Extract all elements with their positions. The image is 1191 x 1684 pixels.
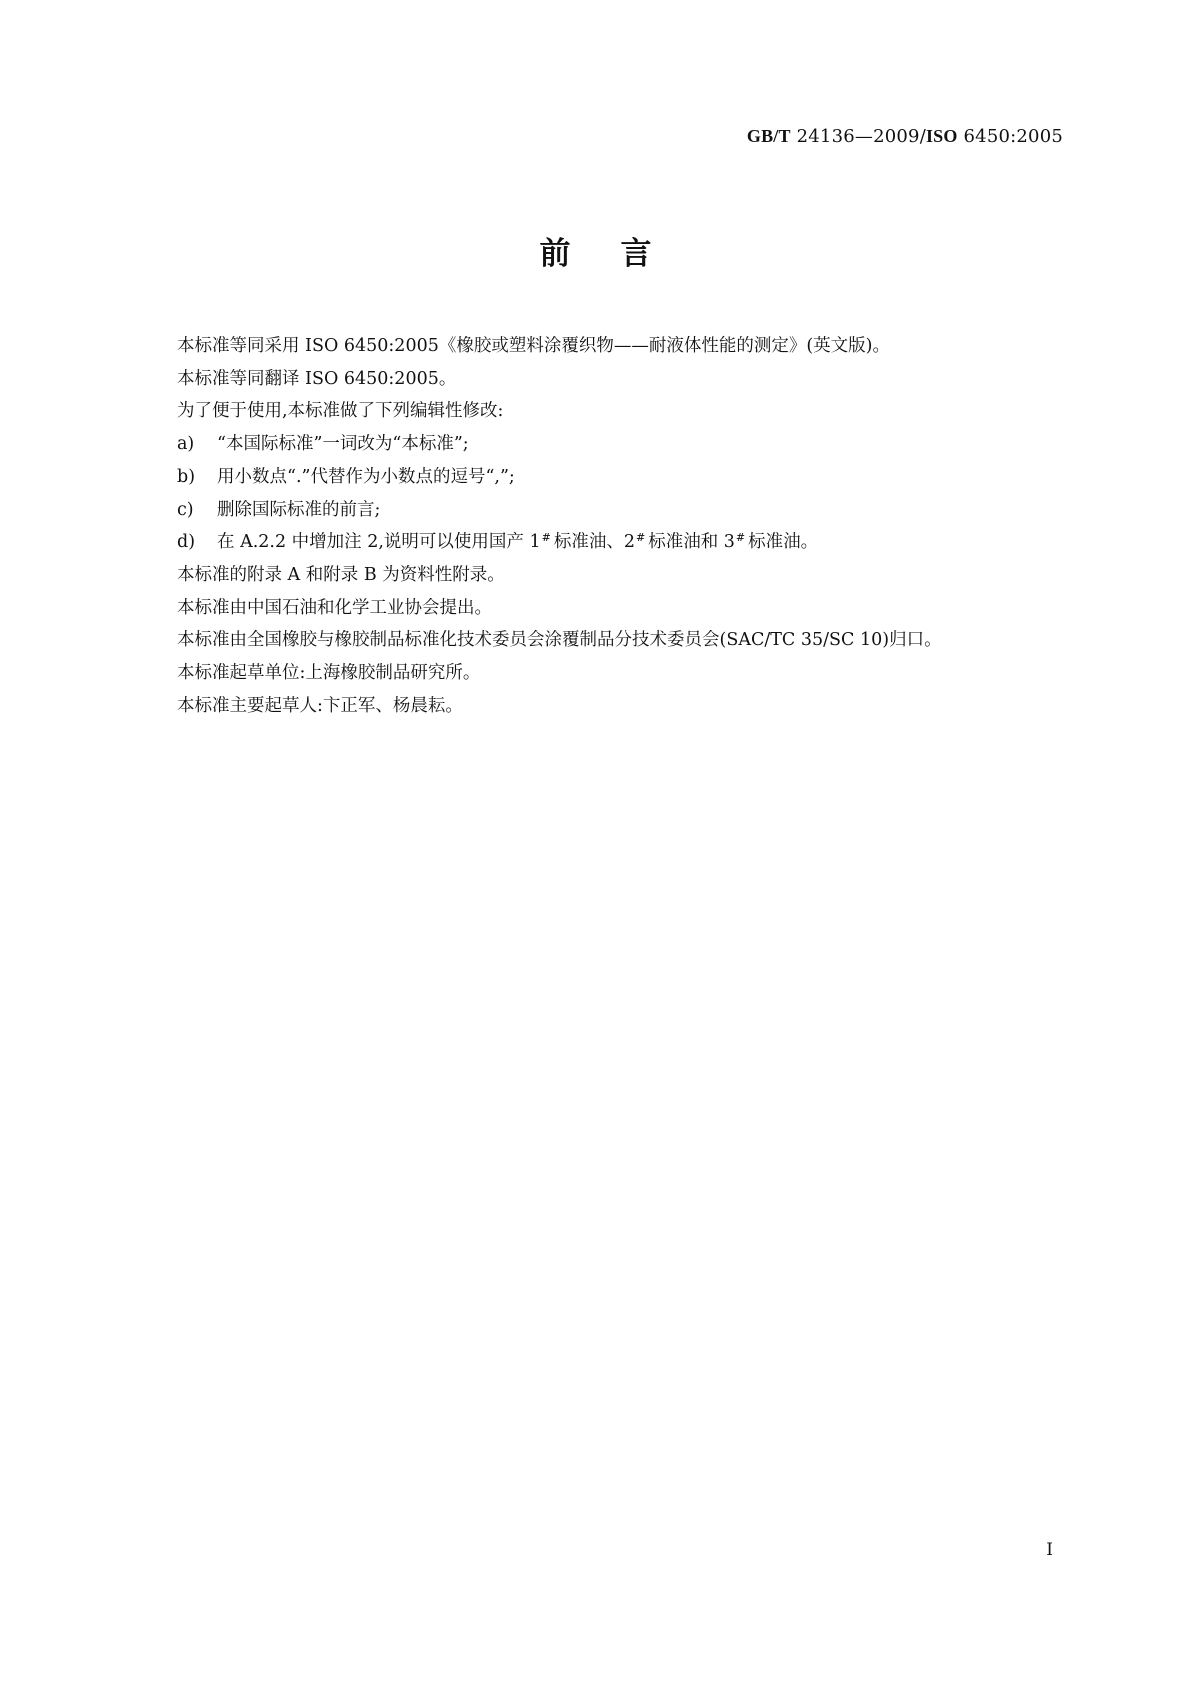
page-title: 前言 (539, 236, 702, 272)
page-number: I (1046, 1540, 1053, 1560)
standard-code-gb-number: 24136—2009/ (790, 126, 926, 147)
paragraph-proposer: 本标准由中国石油和化学工业协会提出。 (177, 597, 492, 618)
list-item-text-part2: 标准油、2 (553, 532, 635, 553)
list-item-text-part3: 标准油和 3 (648, 532, 735, 553)
paragraph-drafters: 本标准主要起草人:卞正军、杨晨耘。 (177, 695, 463, 716)
standard-code (747, 126, 1063, 147)
list-item-text: 用小数点“.”代替作为小数点的逗号“,”; (217, 466, 515, 487)
list-item-text-part1: 在 A.2.2 中增加注 2,说明可以使用国产 1 (217, 532, 541, 553)
superscript-mark: # (735, 531, 746, 545)
list-item-text: 删除国际标准的前言; (217, 499, 381, 520)
list-item-c (132, 494, 1060, 527)
list-item-a (132, 428, 1060, 461)
list-item-text: “本国际标准”一词改为“本标准”; (217, 434, 469, 455)
standard-code-iso-number: 6450:2005 (957, 126, 1063, 147)
standard-code-iso: ISO (925, 126, 958, 146)
list-item-d (132, 526, 1060, 559)
list-marker: a) (177, 434, 195, 455)
paragraph-translation: 本标准等同翻译 ISO 6450:2005。 (177, 368, 457, 389)
list-marker: d) (177, 532, 196, 553)
paragraph-adoption: 本标准等同采用 ISO 6450:2005《橡胶或塑料涂覆织物——耐液体性能的测定》(英文版)。 (177, 336, 890, 356)
superscript-mark: # (635, 531, 646, 545)
list-marker: b) (177, 466, 196, 487)
paragraph-annexes: 本标准的附录 A 和附录 B 为资料性附录。 (177, 564, 505, 585)
list-item-b (132, 461, 1060, 494)
paragraph-technical-committee: 本标准由全国橡胶与橡胶制品标准化技术委员会涂覆制品分技术委员会(SAC/TC 35/SC 10)归口。 (177, 630, 942, 651)
superscript-mark: # (541, 531, 551, 545)
paragraph-edits-intro: 为了便于使用,本标准做了下列编辑性修改: (177, 401, 504, 422)
list-item-text-part4: 标准油。 (748, 532, 819, 553)
paragraph-drafting-unit: 本标准起草单位:上海橡胶制品研究所。 (177, 663, 481, 684)
standard-code-gb: GB/T (746, 126, 791, 146)
list-marker: c) (177, 499, 194, 520)
foreword-body (132, 330, 1060, 722)
